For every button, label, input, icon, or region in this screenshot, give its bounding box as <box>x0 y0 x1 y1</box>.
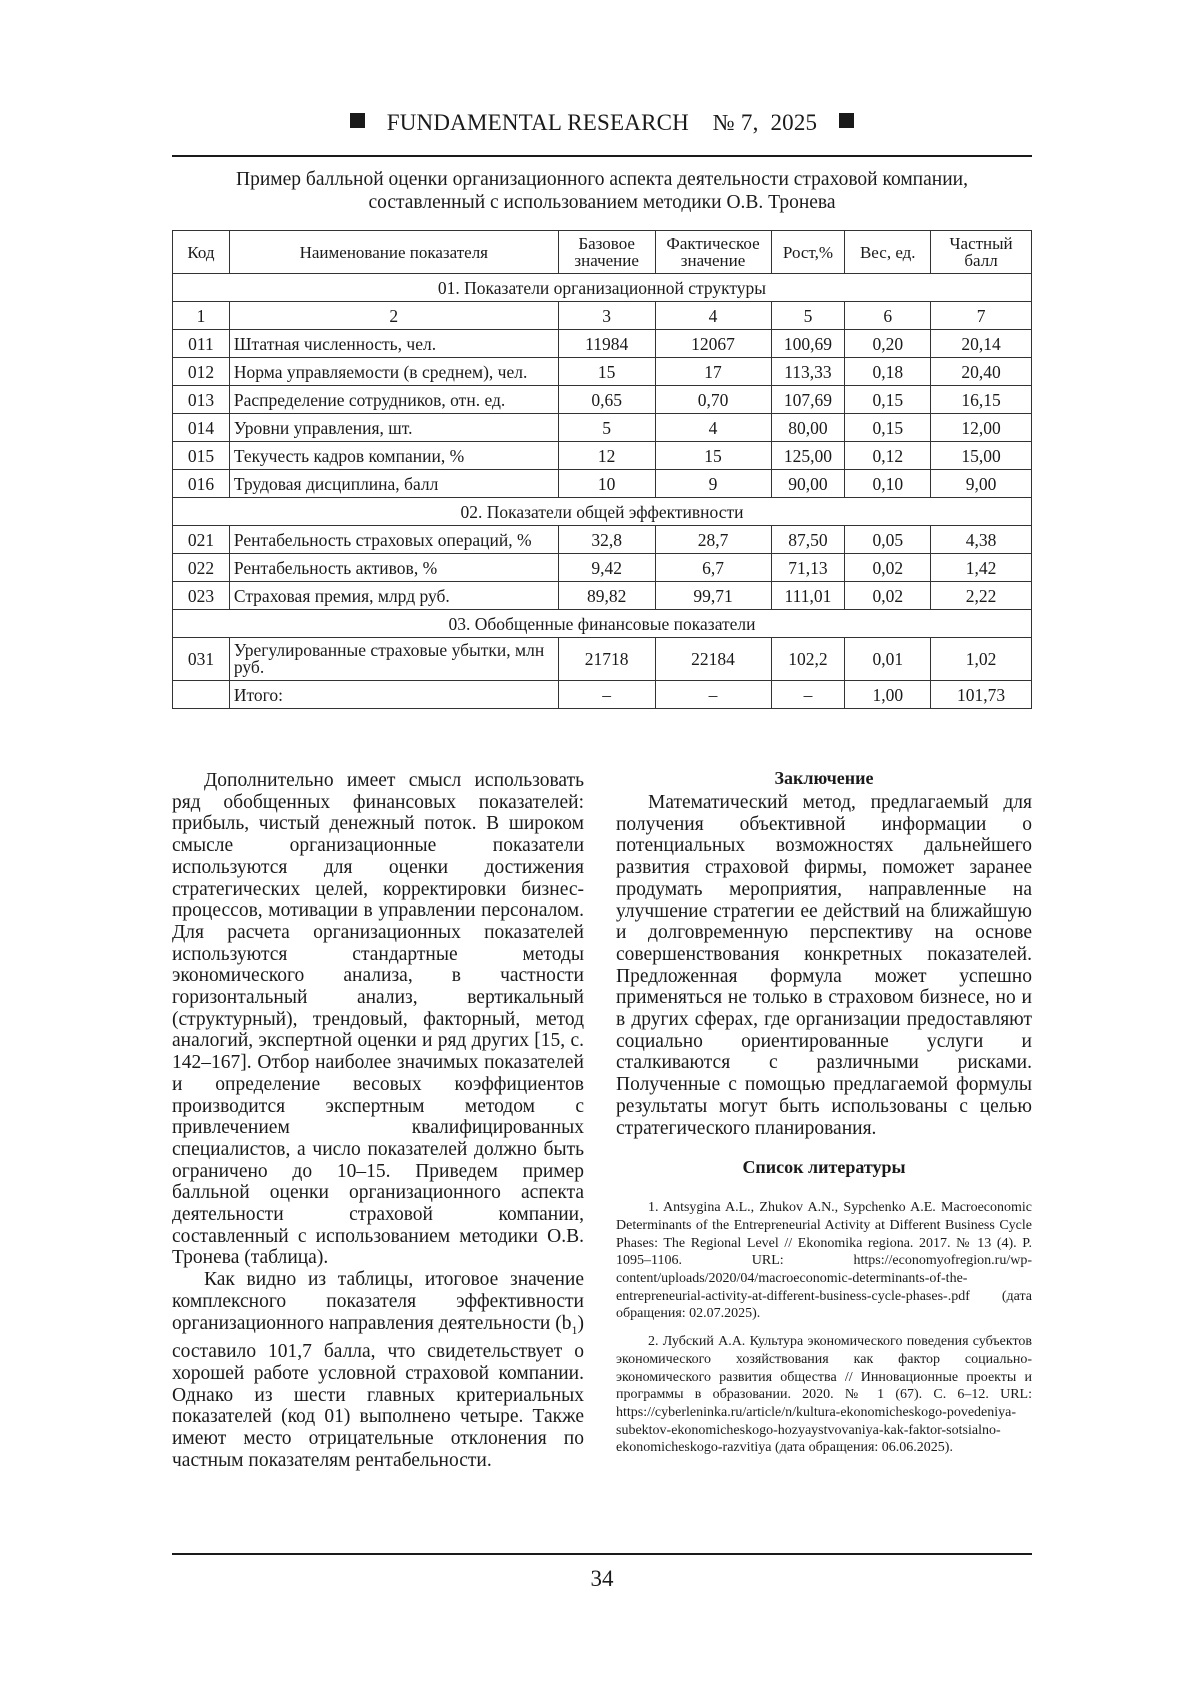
reference-item: 2. Лубский А.А. Культура экономического поведения субъектов экономического хозяйствования как фактор социально-экономического развития общества // Инновационные проекты и программы в образовании. 2020. № 1 (67). С. 6–12. URL: https://cyberleninka.ru/article/n/kultura-ekonomicheskogo-povedeniya-subektov-ekonomicheskogo-hozyaystvovaniya-kak-faktor-sotsialno-ekonomicheskogo-razvitiya (дата обращения: 06.06.2025). <box>616 1334 1032 1456</box>
table-row <box>173 330 1032 358</box>
table-cell: 5 <box>771 302 845 330</box>
table-cell: 0,70 <box>655 386 771 414</box>
table-cell: 111,01 <box>771 582 845 610</box>
header-row <box>173 231 1032 274</box>
table-cell: – <box>771 681 845 709</box>
header-rule <box>172 155 1032 157</box>
conclusion-paragraph: Математический метод, предлагаемый для получения объективной информации о потенциальных возможностях дальнейшего развития страховой фирмы, поможет заранее продумать мероприятия, направленные на улучшение стратегии ее действий на ближайшую и долговременную перспективу на основе совершенствования конкретных показателей. Предложенная формула может успешно применяться не только в страховом бизнесе, но и в других сферах, где организации предоставляют социально ориентированные услуги и сталкиваются с различными рисками. Полученные с помощью предлагаемой формулы результаты могут быть использованы с целью стратегического планирования. <box>616 792 1032 1139</box>
table-body <box>173 231 1032 709</box>
table-row <box>173 582 1032 610</box>
table-cell: 016 <box>173 470 230 498</box>
table-cell: 021 <box>173 526 230 554</box>
table-cell: 0,18 <box>845 358 931 386</box>
table-cell: 87,50 <box>771 526 845 554</box>
table-cell: 21718 <box>558 638 655 681</box>
table-cell: 4 <box>655 302 771 330</box>
table-cell: 15 <box>558 358 655 386</box>
references-list <box>616 1199 1032 1457</box>
table-cell: 011 <box>173 330 230 358</box>
table-cell: 22184 <box>655 638 771 681</box>
section-title: 03. Обобщенные финансовые показатели <box>173 610 1032 638</box>
table-cell: 15 <box>655 442 771 470</box>
table-cell: 11984 <box>558 330 655 358</box>
table-cell: 0,05 <box>845 526 931 554</box>
table-cell: Штатная численность, чел. <box>229 330 558 358</box>
table-cell: 101,73 <box>931 681 1032 709</box>
table-row <box>173 638 1032 681</box>
table-cell: 1 <box>173 302 230 330</box>
table-cell: Рентабельность активов, % <box>229 554 558 582</box>
table-cell: 12,00 <box>931 414 1032 442</box>
table-row <box>173 386 1032 414</box>
table-cell: 023 <box>173 582 230 610</box>
conclusion-heading: Заключение <box>774 768 874 788</box>
table-cell: 12 <box>558 442 655 470</box>
table-cell: 0,01 <box>845 638 931 681</box>
table-cell: 107,69 <box>771 386 845 414</box>
table-row <box>173 470 1032 498</box>
table-cell: 013 <box>173 386 230 414</box>
reference-item: 1. Antsygina A.L., Zhukov A.N., Sypchenko A.E. Macroeconomic Determinants of the Entrepreneurial Activity at Different Business Cycle Phases: The Regional Level // Ekonomika regiona. 2017. № 13 (4). P. 1095–1106. URL: https://economyofregion.ru/wp-content/uploads/2020/04/macroeconomic-determinants-of-the-entrepreneurial-activity-at-different-business-cycle-phases-.pdf (дата обращения: 02.07.2025). <box>616 1200 1032 1322</box>
table-cell: 113,33 <box>771 358 845 386</box>
total-row <box>173 681 1032 709</box>
body-paragraph <box>172 1269 584 1471</box>
table-row <box>173 554 1032 582</box>
column-header: Базовое значение <box>558 231 655 274</box>
table-cell: Распределение сотрудников, отн. ед. <box>229 386 558 414</box>
table-cell: 1,02 <box>931 638 1032 681</box>
table-cell: 16,15 <box>931 386 1032 414</box>
table-cell: 10 <box>558 470 655 498</box>
table-cell: 1,42 <box>931 554 1032 582</box>
table-cell: – <box>655 681 771 709</box>
table-cell: 6,7 <box>655 554 771 582</box>
table-cell: Текучесть кадров компании, % <box>229 442 558 470</box>
table-cell: 4 <box>655 414 771 442</box>
table-cell: 5 <box>558 414 655 442</box>
column-header: Частный балл <box>931 231 1032 274</box>
table-cell: 0,02 <box>845 582 931 610</box>
table-cell: – <box>558 681 655 709</box>
table-cell: 99,71 <box>655 582 771 610</box>
table-cell <box>173 681 230 709</box>
table-cell: 1,00 <box>845 681 931 709</box>
body-paragraph: Дополнительно имеет смысл использовать ряд обобщенных финансовых показателей: прибыль, чистый денежный поток. В широком смысле организационные показатели используются для оценки достижения стратегических целей, корректировки бизнес-процессов, мотивации в управлении персоналом. Для расчета организационных показателей используются стандартные методы экономического анализа, в частности горизонтальный анализ, вертикальный (структурный), трендовый, факторный, метод аналогий, экспертной оценки и ряд других [15, с. 142–167]. Отбор наиболее значимых показателей и определение весовых коэффициентов производится экспертным методом с привлечением квалифицированных специалистов, а число показателей должно быть ограничено до 10–15. Приведем пример балльной оценки организационного аспекта деятельности страховой компании, составленный с использованием методики О.В. Тронева (таблица). <box>172 770 584 1269</box>
table-cell: 0,12 <box>845 442 931 470</box>
table-cell: 031 <box>173 638 230 681</box>
table-cell: 32,8 <box>558 526 655 554</box>
table-cell: 9,42 <box>558 554 655 582</box>
table-row <box>173 358 1032 386</box>
table-cell: 80,00 <box>771 414 845 442</box>
table-cell: 17 <box>655 358 771 386</box>
table-cell: 15,00 <box>931 442 1032 470</box>
table-cell: 100,69 <box>771 330 845 358</box>
table-cell: 2 <box>229 302 558 330</box>
table-cell: 89,82 <box>558 582 655 610</box>
caption-line-2: составленный с использованием методики О.В. Тронева <box>368 192 836 213</box>
right-column <box>616 766 1032 1467</box>
table-caption <box>172 168 1032 214</box>
table-cell: 102,2 <box>771 638 845 681</box>
body-text: ) составило 101,7 балла, что свидетельствует о хорошей работе условной страховой компании. Однако из шести главных критериальных показателей (код 01) выполнено четыре. Также имеют место отрицательные отклонения по частным показателям рентабельности. <box>172 1312 584 1471</box>
left-column <box>172 770 584 1471</box>
column-header: Фактическое значение <box>655 231 771 274</box>
section-title: 01. Показатели организационной структуры <box>173 274 1032 302</box>
table-cell: Страховая премия, млрд руб. <box>229 582 558 610</box>
table-cell: 3 <box>558 302 655 330</box>
table-cell: Итого: <box>229 681 558 709</box>
table-cell: 0,02 <box>845 554 931 582</box>
subscript: 1 <box>571 1322 578 1337</box>
references-heading: Список литературы <box>742 1157 906 1178</box>
table-cell: 125,00 <box>771 442 845 470</box>
scoring-table <box>172 230 1032 709</box>
table-cell: 0,10 <box>845 470 931 498</box>
column-number-row <box>173 302 1032 330</box>
table-cell: 0,65 <box>558 386 655 414</box>
table-cell: 28,7 <box>655 526 771 554</box>
table-cell: 9 <box>655 470 771 498</box>
body-text: Как видно из таблицы, итоговое значение комплексного показателя эффективности организационного направления деятельности (b <box>172 1269 584 1334</box>
caption-line-1: Пример балльной оценки организационного аспекта деятельности страховой компании, <box>236 169 968 190</box>
table-cell: 0,20 <box>845 330 931 358</box>
table-cell: 015 <box>173 442 230 470</box>
table-cell: 6 <box>845 302 931 330</box>
column-header: Рост,% <box>771 231 845 274</box>
table-cell: 12067 <box>655 330 771 358</box>
table-cell: 2,22 <box>931 582 1032 610</box>
section-row <box>173 498 1032 526</box>
page-number: 34 <box>590 1566 614 1591</box>
running-header <box>172 110 1032 136</box>
issue-year: 2025 <box>770 110 818 135</box>
footer-rule <box>172 1553 1032 1555</box>
table-cell: 7 <box>931 302 1032 330</box>
column-header: Код <box>173 231 230 274</box>
square-bullet-icon <box>350 113 365 128</box>
journal-name: FUNDAMENTAL RESEARCH <box>386 110 689 135</box>
table-cell: 9,00 <box>931 470 1032 498</box>
table-cell: 022 <box>173 554 230 582</box>
section-row <box>173 274 1032 302</box>
table-row <box>173 442 1032 470</box>
column-header: Наименование показателя <box>229 231 558 274</box>
table-cell: 4,38 <box>931 526 1032 554</box>
table-row <box>173 526 1032 554</box>
table-cell: 20,40 <box>931 358 1032 386</box>
table-row <box>173 414 1032 442</box>
table-cell: Норма управляемости (в среднем), чел. <box>229 358 558 386</box>
table-cell: 20,14 <box>931 330 1032 358</box>
table-cell: Урегулированные страховые убытки, млн руб. <box>229 638 558 681</box>
table-cell: Рентабельность страховых операций, % <box>229 526 558 554</box>
table-cell: 0,15 <box>845 414 931 442</box>
table-cell: Трудовая дисциплина, балл <box>229 470 558 498</box>
square-bullet-icon <box>839 113 854 128</box>
table-cell: 012 <box>173 358 230 386</box>
table-cell: Уровни управления, шт. <box>229 414 558 442</box>
table-cell: 71,13 <box>771 554 845 582</box>
column-header: Вес, ед. <box>845 231 931 274</box>
table-cell: 0,15 <box>845 386 931 414</box>
section-row <box>173 610 1032 638</box>
table-cell: 90,00 <box>771 470 845 498</box>
table-cell: 014 <box>173 414 230 442</box>
section-title: 02. Показатели общей эффективности <box>173 498 1032 526</box>
issue-number: № 7, <box>712 110 759 135</box>
